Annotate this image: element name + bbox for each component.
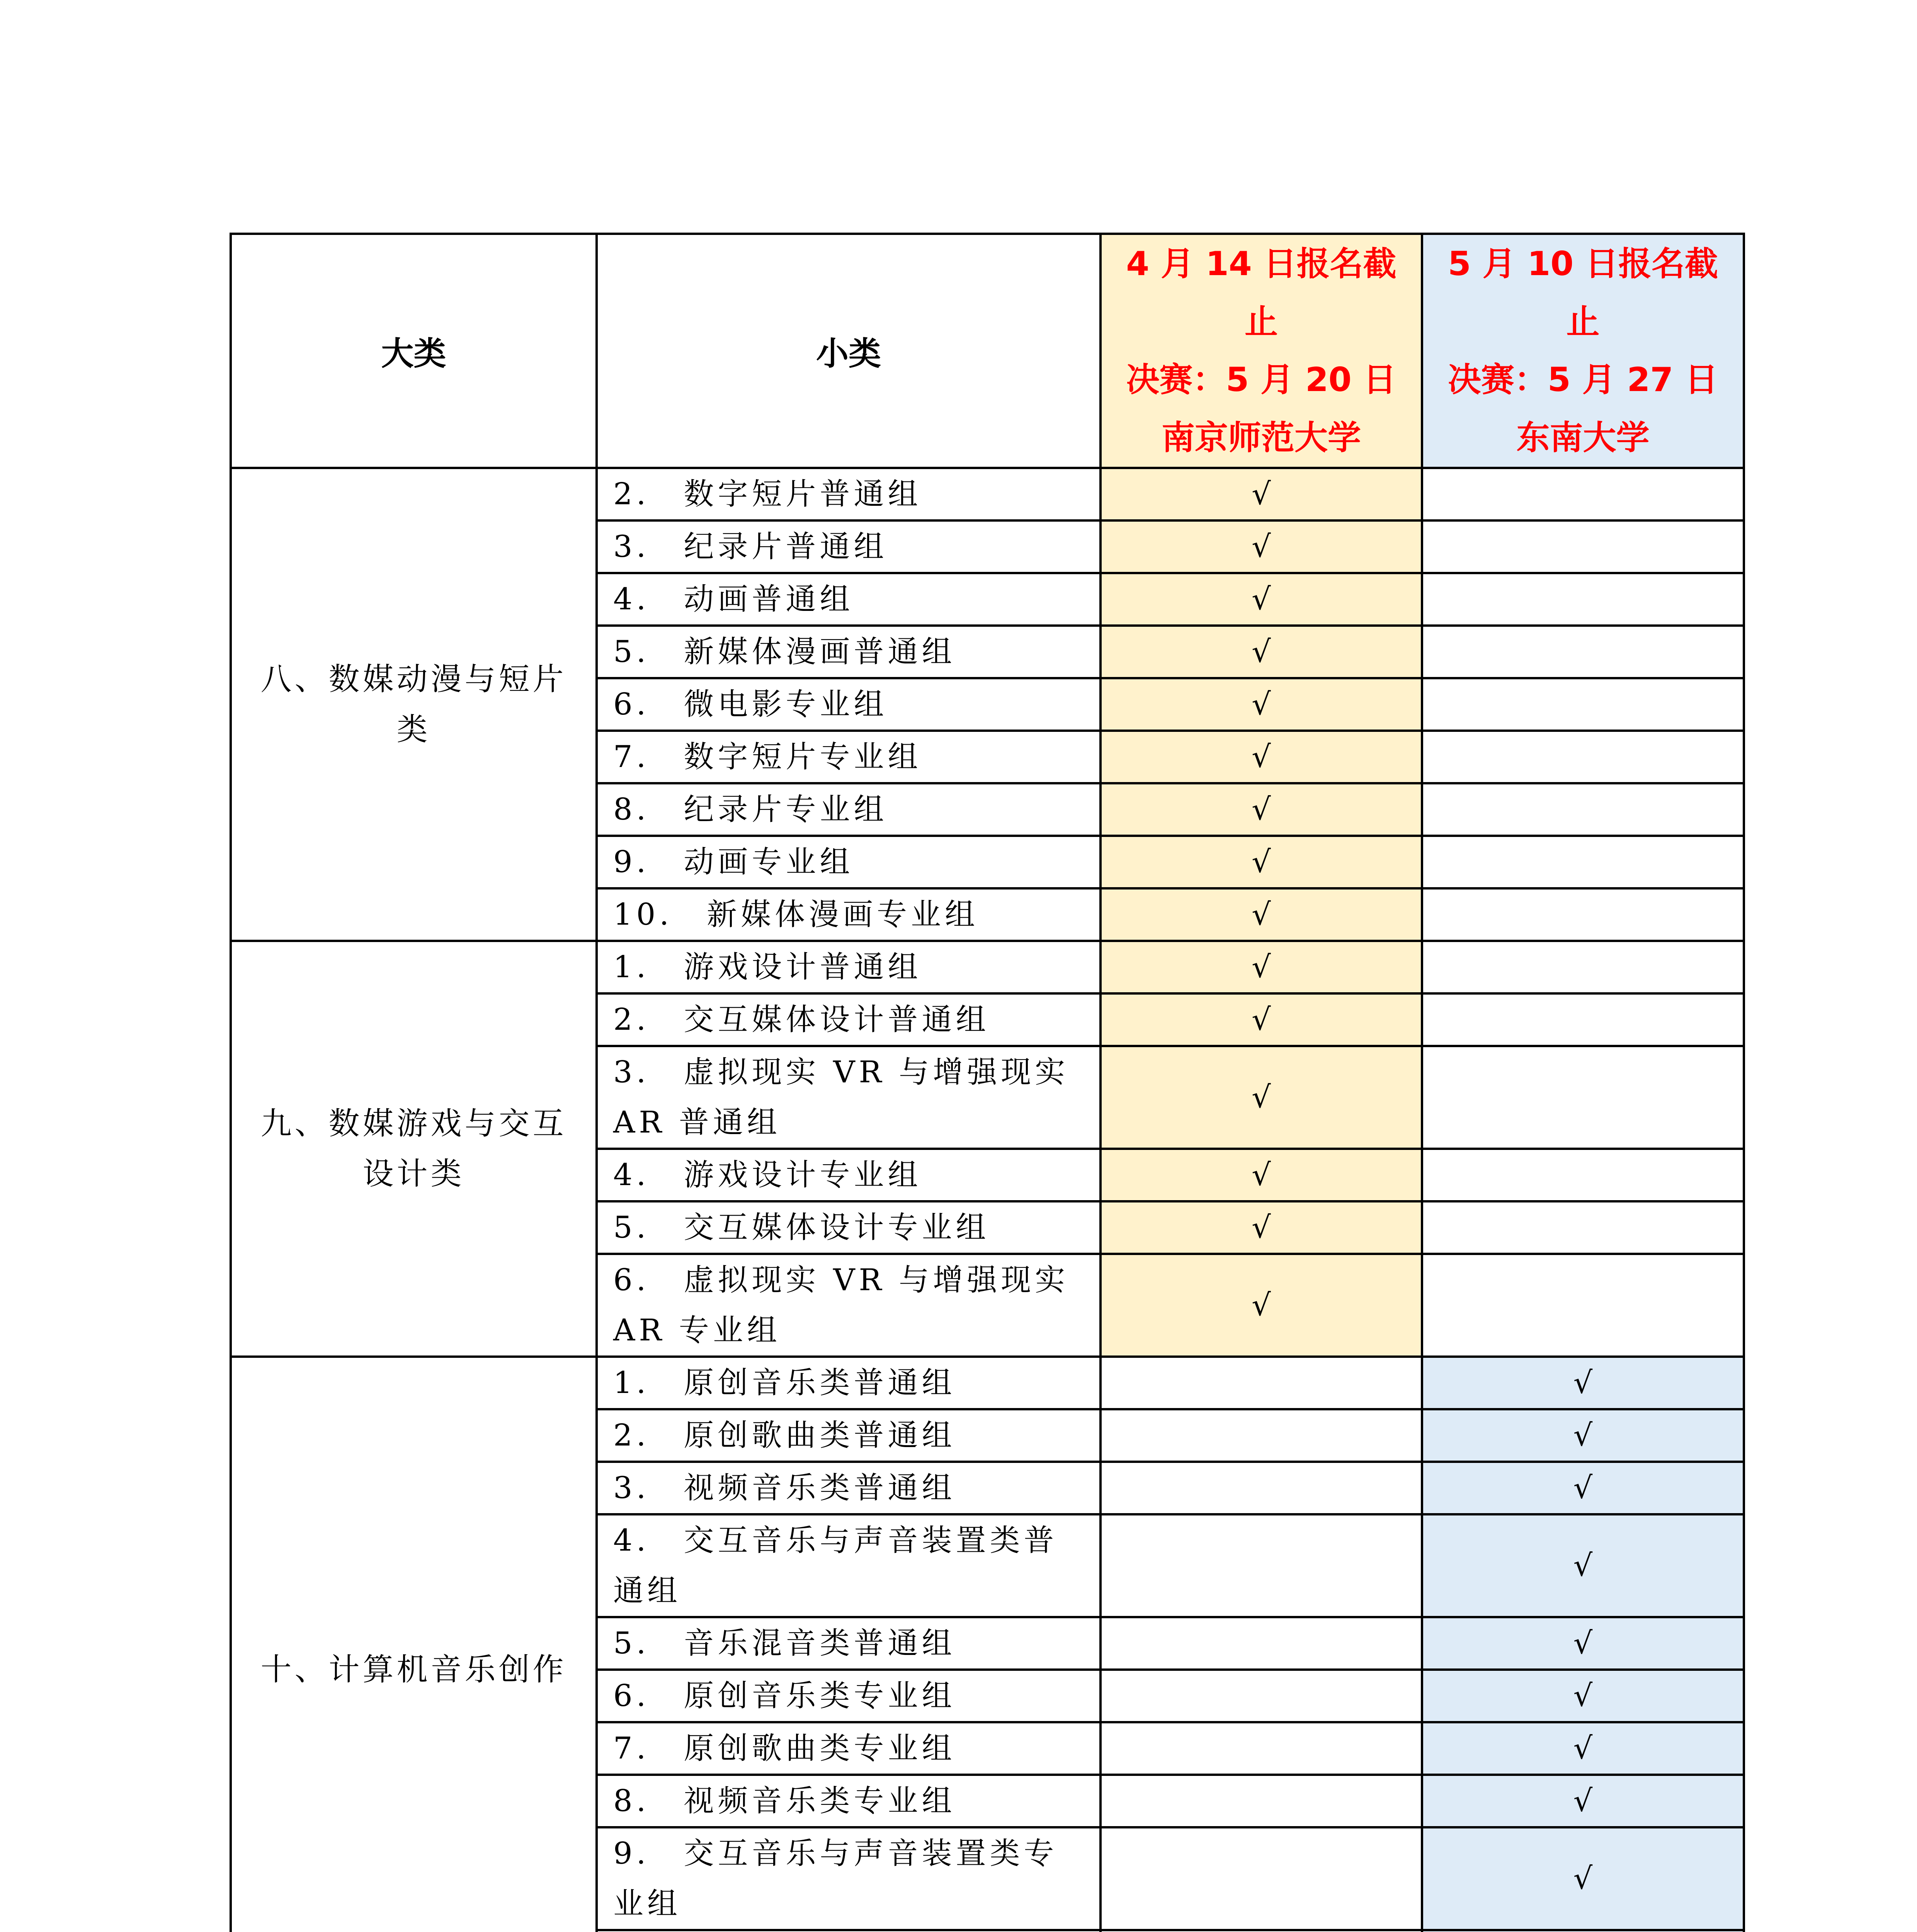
may-check-cell [1422,1722,1744,1775]
april-check-cell [1101,678,1422,731]
minor-category-cell: 4. 交互音乐与声音装置类普通组 [597,1514,1101,1617]
check-mark-icon: √ [1252,1158,1271,1192]
may-check-cell [1422,836,1744,888]
april-check-cell [1101,468,1422,520]
may-venue: 东南大学 [1516,418,1650,457]
minor-category-cell: 3. 纪录片普通组 [597,520,1101,573]
header-minor-category: 小类 [597,234,1101,468]
may-check-cell [1422,941,1744,993]
header-row [231,234,1744,468]
minor-category-cell: 9. 交互音乐与声音装置类专业组 [597,1827,1101,1930]
table-row [231,468,1744,520]
april-check-cell [1101,1046,1422,1149]
check-mark-icon: √ [1252,950,1271,985]
april-check-cell [1101,1254,1422,1357]
minor-category-cell: 5. 音乐混音类普通组 [597,1617,1101,1670]
minor-category-cell: 8. 视频音乐类专业组 [597,1775,1101,1827]
check-mark-icon: √ [1573,1548,1593,1583]
check-mark-icon: √ [1573,1679,1593,1713]
check-mark-icon: √ [1252,529,1271,564]
april-check-cell [1101,1722,1422,1775]
april-check-cell [1101,1827,1422,1930]
april-check-cell [1101,1357,1422,1409]
minor-category-cell: 6. 微电影专业组 [597,678,1101,731]
april-check-cell [1101,1514,1422,1617]
check-mark-icon: √ [1573,1626,1593,1661]
minor-category-cell: 6. 原创音乐类专业组 [597,1670,1101,1722]
april-check-cell [1101,1409,1422,1462]
may-final-date: 决赛：5 月 27 日 [1448,361,1718,399]
table-body [231,468,1744,1932]
check-mark-icon: √ [1252,477,1271,512]
may-check-cell [1422,1462,1744,1514]
competition-schedule-table [230,233,1745,1932]
april-check-cell [1101,1201,1422,1254]
major-category-cell: 九、数媒游戏与交互设计类 [231,941,597,1357]
may-check-cell [1422,1254,1744,1357]
minor-category-cell: 1. 原创音乐类普通组 [597,1357,1101,1409]
minor-category-cell: 10. 新媒体漫画专业组 [597,888,1101,941]
april-venue: 南京师范大学 [1162,418,1361,457]
header-april-deadline [1101,234,1422,468]
minor-category-cell: 2. 原创歌曲类普通组 [597,1409,1101,1462]
april-check-cell [1101,993,1422,1046]
april-check-cell [1101,783,1422,836]
minor-category-cell: 3. 视频音乐类普通组 [597,1462,1101,1514]
april-check-cell [1101,573,1422,626]
may-check-cell [1422,1149,1744,1201]
april-check-cell [1101,1670,1422,1722]
may-check-cell [1422,1827,1744,1930]
check-mark-icon: √ [1252,897,1271,932]
minor-category-cell: 4. 游戏设计专业组 [597,1149,1101,1201]
check-mark-icon: √ [1252,634,1271,669]
table-row [231,1357,1744,1409]
april-check-cell [1101,626,1422,678]
minor-category-cell: 5. 交互媒体设计专业组 [597,1201,1101,1254]
april-final-date: 决赛：5 月 20 日 [1126,361,1397,399]
major-category-cell: 八、数媒动漫与短片类 [231,468,597,941]
check-mark-icon: √ [1573,1471,1593,1505]
may-check-cell [1422,573,1744,626]
may-check-cell [1422,1775,1744,1827]
minor-category-cell: 2. 交互媒体设计普通组 [597,993,1101,1046]
april-deadline-line1: 4 月 14 日报名截 [1126,245,1397,283]
minor-category-cell: 1. 游戏设计普通组 [597,941,1101,993]
minor-category-cell: 7. 数字短片专业组 [597,731,1101,783]
check-mark-icon: √ [1252,1288,1271,1323]
check-mark-icon: √ [1252,582,1271,617]
check-mark-icon: √ [1252,1210,1271,1245]
may-check-cell [1422,1930,1744,1932]
header-may-deadline [1422,234,1744,468]
may-check-cell [1422,1201,1744,1254]
april-check-cell [1101,1930,1422,1932]
may-check-cell [1422,993,1744,1046]
check-mark-icon: √ [1252,740,1271,774]
check-mark-icon: √ [1252,792,1271,827]
minor-category-cell: 8. 纪录片专业组 [597,783,1101,836]
april-deadline-line2: 止 [1245,303,1278,341]
check-mark-icon: √ [1573,1784,1593,1818]
april-check-cell [1101,1149,1422,1201]
header-major-category: 大类 [231,234,597,468]
may-deadline-line1: 5 月 10 日报名截 [1448,245,1718,283]
check-mark-icon: √ [1252,1002,1271,1037]
april-check-cell [1101,731,1422,783]
april-check-cell [1101,836,1422,888]
minor-category-cell [597,1930,1101,1932]
check-mark-icon: √ [1573,1418,1593,1453]
may-check-cell [1422,1617,1744,1670]
may-check-cell [1422,468,1744,520]
check-mark-icon: √ [1252,1080,1271,1115]
minor-category-cell: 9. 动画专业组 [597,836,1101,888]
may-check-cell [1422,626,1744,678]
minor-category-cell: 5. 新媒体漫画普通组 [597,626,1101,678]
minor-category-cell: 4. 动画普通组 [597,573,1101,626]
minor-category-cell: 2. 数字短片普通组 [597,468,1101,520]
may-check-cell [1422,1357,1744,1409]
may-check-cell [1422,520,1744,573]
may-check-cell [1422,678,1744,731]
april-check-cell [1101,1775,1422,1827]
april-check-cell [1101,520,1422,573]
april-check-cell [1101,888,1422,941]
check-mark-icon: √ [1573,1731,1593,1766]
may-check-cell [1422,783,1744,836]
april-check-cell [1101,1462,1422,1514]
april-check-cell [1101,941,1422,993]
may-check-cell [1422,1670,1744,1722]
may-deadline-line2: 止 [1566,303,1600,341]
may-check-cell [1422,1514,1744,1617]
may-check-cell [1422,1409,1744,1462]
april-check-cell [1101,1617,1422,1670]
may-check-cell [1422,1046,1744,1149]
major-category-cell: 十、计算机音乐创作 [231,1357,597,1932]
minor-category-cell: 3. 虚拟现实 VR 与增强现实 AR 普通组 [597,1046,1101,1149]
check-mark-icon: √ [1573,1366,1593,1400]
minor-category-cell: 6. 虚拟现实 VR 与增强现实 AR 专业组 [597,1254,1101,1357]
may-check-cell [1422,731,1744,783]
check-mark-icon: √ [1252,687,1271,722]
may-check-cell [1422,888,1744,941]
minor-category-cell: 7. 原创歌曲类专业组 [597,1722,1101,1775]
table-row [231,941,1744,993]
check-mark-icon: √ [1573,1861,1593,1896]
check-mark-icon: √ [1252,845,1271,879]
